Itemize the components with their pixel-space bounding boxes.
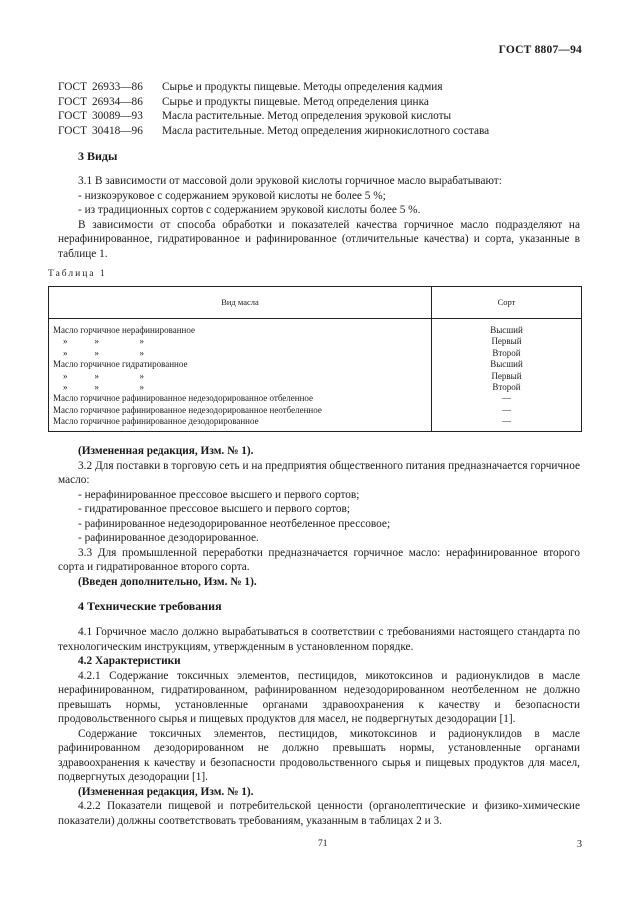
cell-oil-type: Масло горчичное рафинированное недезодорированное отбеленное (49, 393, 432, 404)
section-3-body (58, 174, 580, 261)
section-3-heading: 3 Виды (78, 149, 118, 163)
cell-grade: Высший (432, 319, 582, 337)
section-4-body (58, 625, 580, 828)
table-row (49, 371, 582, 382)
ref-number: 26934—86 (92, 95, 143, 108)
page-number-right: 3 (577, 839, 582, 850)
para-3-2: 3.2 Для поставки в торговую сеть и на предприятия общественного питания предназначается горчичное масло: (58, 459, 580, 486)
list-item: - нерафинированное прессовое высшего и первого сортов; (78, 488, 360, 501)
reference-row (58, 80, 578, 95)
table-row (49, 405, 582, 416)
ref-number: 26933—86 (92, 81, 143, 93)
ref-prefix: ГОСТ (58, 95, 87, 108)
col-header-grade: Сорт (432, 287, 582, 319)
cell-oil-type: Масло горчичное гидратированное (49, 359, 432, 370)
reference-row (58, 109, 578, 124)
table-row (49, 359, 582, 370)
amendment-note: (Измененная редакция, Изм. № 1). (78, 445, 254, 457)
table-row (49, 393, 582, 404)
cell-oil-type: » » » (49, 371, 432, 382)
cell-oil-type: » » » (49, 382, 432, 393)
cell-grade: Первый (432, 371, 582, 382)
cell-oil-type: » » » (49, 348, 432, 359)
after-table-body (58, 444, 580, 589)
ref-prefix: ГОСТ (58, 124, 87, 137)
para-4-2-1: 4.2.1 Содержание токсичных элементов, пестицидов, микотоксинов и радионуклидов в масле нерафинированном, гидратированном, рафинированном недезодорированном неотбеленном не должно превышать нормы, установленные органами здравоохранения к качеству и безопасности продовольственного сырья и пищевых продуктов для масел, не подвергнутых дезодорации [1]. (58, 669, 580, 725)
list-item: - рафинированное недезодорированное неотбеленное прессовое; (78, 517, 391, 530)
col-header-oil-type: Вид масла (49, 287, 432, 319)
list-item: - рафинированное дезодорированное. (78, 532, 259, 544)
para-4-2-1-cont: Содержание токсичных элементов, пестицидов, микотоксинов и радионуклидов в масле рафинированном дезодорированном не должно превышать нормы, установленные органами здравоохранения к качеству и безопасности продовольственного сырья и пищевых продуктов для масел, подвергнутых дезодорации [1]. (58, 727, 580, 783)
cell-oil-type: Масло горчичное рафинированное дезодорированное (49, 416, 432, 431)
para-3-1: 3.1 В зависимости от массовой доли эруковой кислоты горчичное масло вырабатывают: (78, 175, 502, 187)
cell-oil-type: Масло горчичное рафинированное недезодорированное неотбеленное (49, 405, 432, 416)
list-item: - гидратированное прессовое высшего и первого сортов; (78, 503, 350, 515)
ref-number: 30089—93 (92, 110, 143, 122)
reference-row (58, 95, 578, 110)
list-item: - из традиционных сортов с содержанием эруковой кислоты более 5 %. (78, 204, 421, 216)
standard-header: ГОСТ 8807—94 (498, 44, 582, 56)
ref-number: 30418—96 (92, 124, 143, 137)
para-4-2-2: 4.2.2 Показатели пищевой и потребительской ценности (органолептические и физико-химические показатели) должны соответствовать требованиям, указанным в таблицах 2 и 3. (58, 800, 580, 827)
cell-grade: — (432, 405, 582, 416)
para-3-1-types: В зависимости от способа обработки и показателей качества горчичное масло подразделяют на нерафинированное, гидратированное и рафинированное (отличительные качества) и сорта, указанные в таблице 1. (58, 218, 580, 260)
ref-title: Масла растительные. Метод определения жирнокислотного состава (162, 124, 490, 137)
ref-title: Сырье и продукты пищевые. Метод определения цинка (162, 95, 429, 108)
para-3-3: 3.3 Для промышленной переработки предназначается горчичное масло: нерафинированное второго сорта и гидратированное второго сорта. (58, 546, 580, 573)
table-row (49, 382, 582, 393)
table-1-caption: Таблица 1 (48, 269, 107, 279)
amendment-note: (Измененная редакция, Изм. № 1). (78, 785, 254, 798)
ref-prefix: ГОСТ (58, 110, 87, 122)
cell-oil-type: Масло горчичное нерафинированное (49, 319, 432, 337)
reference-row (58, 124, 578, 139)
table-row (49, 416, 582, 431)
cell-grade: Высший (432, 359, 582, 370)
ref-title: Масла растительные. Метод определения эруковой кислоты (162, 110, 452, 122)
list-item: - низкоэруковое с содержанием эруковой кислоты не более 5 %; (78, 189, 386, 202)
cell-grade: Первый (432, 336, 582, 347)
added-note: (Введен дополнительно, Изм. № 1). (78, 575, 257, 588)
cell-grade: — (432, 416, 582, 431)
table-row (49, 348, 582, 359)
ref-prefix: ГОСТ (58, 81, 87, 93)
cell-grade: Второй (432, 382, 582, 393)
references-list (58, 80, 578, 138)
ref-title: Сырье и продукты пищевые. Методы определения кадмия (162, 81, 443, 93)
table-1 (48, 286, 582, 432)
para-4-1: 4.1 Горчичное масло должно вырабатываться в соответствии с требованиями настоящего стандарта по технологическим инструкциям, утвержденным в установленном порядке. (58, 626, 580, 653)
subheading-4-2: 4.2 Характеристики (78, 655, 181, 667)
table-row (49, 319, 582, 337)
table-row (49, 336, 582, 347)
cell-grade: — (432, 393, 582, 404)
page-number-center: 71 (318, 839, 328, 849)
section-4-heading: 4 Технические требования (78, 599, 222, 613)
cell-oil-type: » » » (49, 336, 432, 347)
cell-grade: Второй (432, 348, 582, 359)
